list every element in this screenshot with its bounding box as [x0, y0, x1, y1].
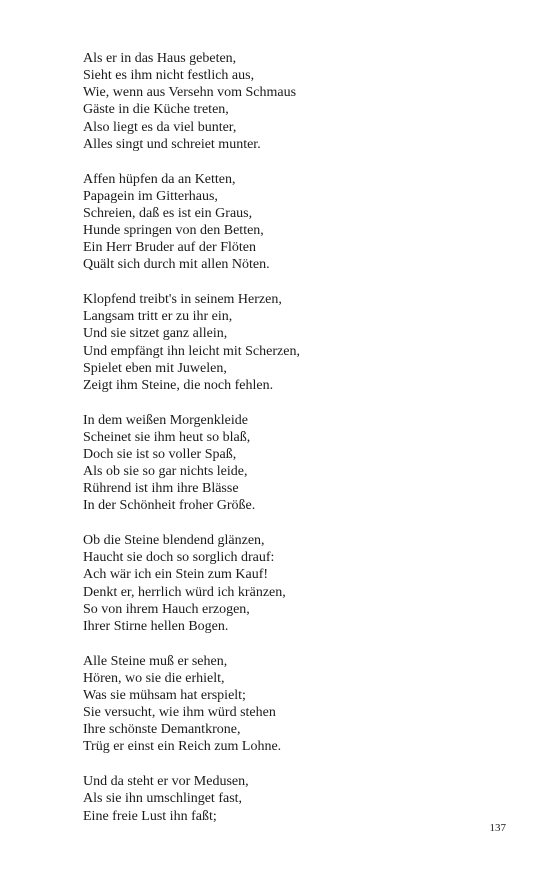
poem-line: Ein Herr Bruder auf der Flöten [83, 240, 256, 256]
poem-line: Und da steht er vor Medusen, [83, 774, 249, 790]
poem-line: Hören, wo sie die erhielt, [83, 670, 225, 686]
poem-body [83, 50, 503, 842]
stanza-6 [83, 653, 503, 756]
poem-line: Hunde springen von den Betten, [83, 223, 264, 238]
poem-line: Als er in das Haus gebeten, [83, 51, 237, 66]
poem-line: So von ihrem Hauch erzogen, [83, 601, 250, 617]
poem-line: Haucht sie doch so sorglich drauf: [83, 550, 275, 566]
poem-line: Ob die Steine blendend glänzen, [83, 533, 265, 549]
poem-line: Eine freie Lust ihn faßt; [83, 808, 217, 824]
poem-line: Doch sie ist so voller Spaß, [83, 446, 237, 462]
poem-line: Scheinet sie ihm heut so blaß, [83, 429, 251, 445]
poem-line: Quält sich durch mit allen Nöten. [83, 257, 270, 273]
stanza-7 [83, 773, 503, 824]
poem-line: Denkt er, herrlich würd ich kränzen, [83, 584, 286, 600]
poem-line: Ihre schönste Demantkrone, [83, 722, 241, 738]
poem-line: Rührend ist ihm ihre Blässe [83, 481, 239, 497]
poem-line: Ach wär ich ein Stein zum Kauf! [83, 567, 269, 583]
poem-line: Also liegt es da viel bunter, [83, 119, 237, 135]
poem-line: In der Schönheit froher Größe. [83, 498, 256, 514]
poem-line: Als ob sie so gar nichts leide, [83, 464, 248, 480]
poem-line: Gäste in die Küche treten, [83, 102, 229, 118]
poem-line: Spielet eben mit Juwelen, [83, 360, 227, 376]
poem-line: Wie, wenn aus Versehn vom Schmaus [83, 85, 297, 101]
poem-line: Was sie mühsam hat erspielt; [83, 687, 246, 703]
poem-line: Ihrer Stirne hellen Bogen. [83, 618, 229, 634]
stanza-3 [83, 291, 503, 394]
stanza-5 [83, 532, 503, 635]
poem-line: Sie versucht, wie ihm würd stehen [83, 705, 276, 721]
poem-line: Als sie ihn umschlinget fast, [83, 791, 243, 807]
poem-line: Trüg er einst ein Reich zum Lohne. [83, 739, 282, 755]
poem-line: Papagein im Gitterhaus, [83, 188, 218, 204]
poem-line: In dem weißen Morgenkleide [83, 412, 248, 428]
poem-line: Langsam tritt er zu ihr ein, [83, 309, 233, 325]
poem-line: Schreien, daß es ist ein Graus, [83, 205, 253, 221]
poem-line: Affen hüpfen da an Ketten, [83, 171, 236, 187]
poem-line: Zeigt ihm Steine, die noch fehlen. [83, 377, 274, 393]
poem-line: Und sie sitzet ganz allein, [83, 326, 228, 342]
poem-line: Sieht es ihm nicht festlich aus, [83, 68, 255, 84]
poem-line: Alle Steine muß er sehen, [83, 653, 228, 669]
poem-line: Alles singt und schreiet munter. [83, 136, 261, 152]
stanza-4 [83, 412, 503, 515]
page-number: 137 [489, 822, 506, 834]
poem-line: Und empfängt ihn leicht mit Scherzen, [83, 343, 300, 359]
stanza-1 [83, 50, 503, 153]
poem-line: Klopfend treibt's in seinem Herzen, [83, 292, 282, 308]
stanza-2 [83, 171, 503, 274]
